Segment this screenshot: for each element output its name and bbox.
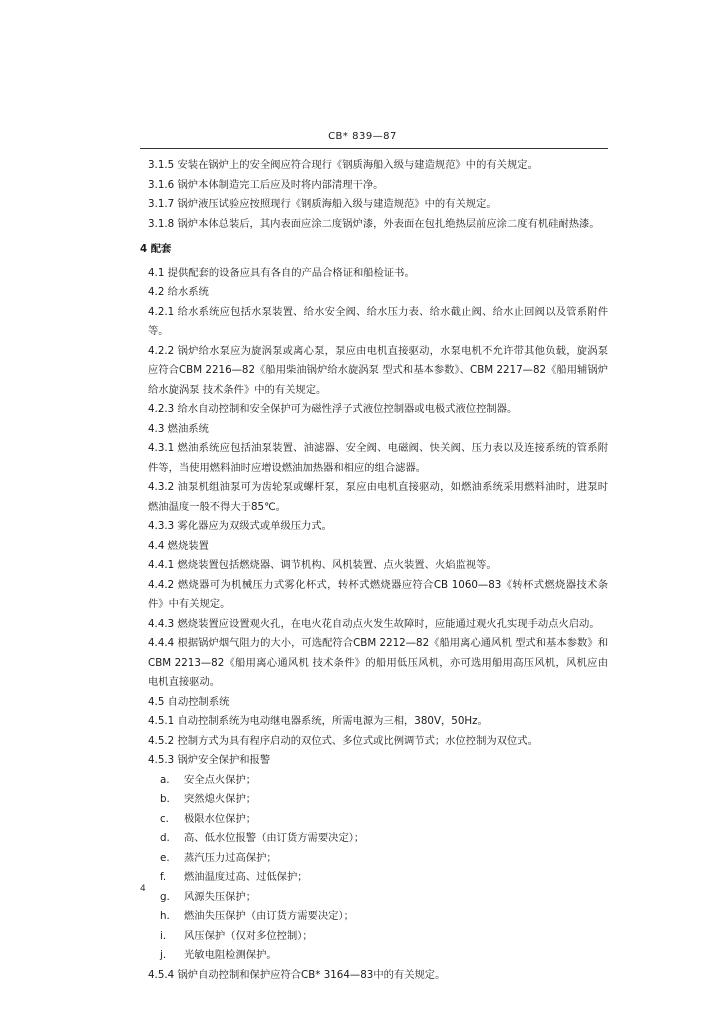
- clause-3-1-5: 3.1.5 安装在锅炉上的安全阀应符合现行《钢质海船入级与建造规范》中的有关规定。: [148, 159, 538, 171]
- list-item: [140, 927, 608, 947]
- standard-code-header: CB* 839—87: [328, 131, 397, 142]
- list-item-mark: e.: [160, 851, 170, 864]
- list-item-mark: a.: [160, 773, 170, 786]
- section-4-heading: 4 配套: [140, 243, 172, 255]
- clause-4-1: 4.1 提供配套的设备应具有各自的产品合格证和船检证书。: [148, 266, 415, 279]
- clause-4-4-4: 4.4.4 根据锅炉烟气阻力的大小，可选配符合CBM 2212—82《船用离心通风机 型式和基本参数》和CBM 2213—82《船用离心通风机 技术条件》的船用低压风机，亦可选用船用高压风机，风机应由电机直接驱动。: [148, 637, 608, 688]
- list-item-text: 风压保护（仅对多位控制）；: [184, 929, 313, 942]
- clause-4-5: 4.5 自动控制系统: [148, 695, 230, 708]
- clause-3-1-8: 3.1.8 锅炉本体总装后，其内表面应涂二度锅炉漆，外表面在包扎绝热层前应涂二度有机硅耐热漆。: [148, 217, 600, 230]
- protection-list: [140, 771, 608, 966]
- list-item-mark: h.: [160, 910, 170, 922]
- clause-4-2: 4.2 给水系统: [148, 286, 209, 298]
- clause-4-5-3: 4.5.3 锅炉安全保护和报警: [148, 754, 271, 766]
- clause-4-5-2: 4.5.2 控制方式为具有程序启动的双位式、多位式或比例调节式；水位控制为双位式。: [148, 734, 538, 747]
- clause-4-3-3: 4.3.3 雾化器应为双级式或单级压力式。: [148, 520, 332, 532]
- list-item: [140, 771, 608, 791]
- clause-4-4-3: 4.4.3 燃烧装置应设置观火孔，在电火花自动点火发生故障时，应能通过观火孔实现手动点火启动。: [148, 617, 600, 630]
- clause-4-3-2: 4.3.2 油泵机组油泵可为齿轮泵或螺杆泵，泵应由电机直接驱动，如燃油系统采用燃料油时，进泵时燃油温度一般不得大于85℃。: [148, 481, 608, 513]
- clause-4-4-1: 4.4.1 燃烧装置包括燃烧器、调节机构、风机装置、点火装置、火焰监视等。: [148, 559, 497, 571]
- list-item-text: 燃油失压保护（由订货方需要决定）；: [184, 910, 354, 922]
- list-item: [140, 829, 608, 849]
- list-item: [140, 790, 608, 810]
- clause-4-2-1: 4.2.1 给水系统应包括水泵装置、给水安全阀、给水压力表、给水截止阀、给水止回阀以及管系附件等。: [148, 305, 608, 337]
- list-item-text: 突然熄火保护；: [184, 793, 257, 805]
- list-item-mark: b.: [160, 793, 170, 805]
- list-item: [140, 868, 608, 888]
- list-item: [140, 888, 608, 908]
- clause-3-1-6: 3.1.6 锅炉本体制造完工后应及时将内部清理干净。: [148, 178, 384, 191]
- clause-4-2-3: 4.2.3 给水自动控制和安全保护可为磁性浮子式液位控制器或电极式液位控制器。: [148, 403, 518, 415]
- page-number: 4: [140, 884, 146, 894]
- list-item-text: 高、低水位报警（由订货方需要决定）；: [184, 832, 365, 844]
- list-item-text: 燃油温度过高、过低保护；: [184, 871, 308, 883]
- clause-3-1-7: 3.1.7 锅炉液压试验应按照现行《钢质海船入级与建造规范》中的有关规定。: [148, 198, 497, 210]
- list-item-mark: c.: [160, 812, 169, 825]
- list-item-mark: f.: [160, 871, 167, 883]
- list-item-mark: i.: [160, 929, 167, 942]
- list-item-mark: d.: [160, 832, 170, 844]
- clause-4-5-1: 4.5.1 自动控制系统为电动继电器系统，所需电源为三相，380V，50Hz。: [148, 715, 488, 727]
- list-item: [140, 907, 608, 927]
- clause-4-4: 4.4 燃烧装置: [148, 539, 209, 552]
- list-item-text: 风源失压保护；: [184, 890, 257, 903]
- document-body: [140, 156, 608, 985]
- list-item: [140, 849, 608, 869]
- list-item: [140, 810, 608, 830]
- list-item: [140, 946, 608, 966]
- list-item-text: 蒸汽压力过高保护；: [184, 851, 277, 864]
- list-item-mark: j.: [160, 949, 167, 961]
- clause-4-2-2: 4.2.2 锅炉给水泵应为旋涡泵或离心泵，泵应由电机直接驱动，水泵电机不允许带其他负载，旋涡泵应符合CBM 2216—82《船用柴油锅炉给水旋涡泵 型式和基本参数》、CBM 2217—82《船用辅锅炉给水旋涡泵 技术条件》中的有关规定。: [148, 344, 608, 396]
- clause-4-4-2: 4.4.2 燃烧器可为机械压力式雾化杯式，转杯式燃烧器应符合CB 1060—83《转杯式燃烧器技术条件》中有关规定。: [148, 578, 608, 610]
- clause-4-5-4: 4.5.4 锅炉自动控制和保护应符合CB* 3164—83中的有关规定。: [148, 968, 446, 981]
- clause-4-3: 4.3 燃油系统: [148, 422, 209, 435]
- list-item-text: 安全点火保护；: [184, 773, 257, 786]
- header-rule: [140, 148, 608, 149]
- list-item-text: 极限水位保护；: [184, 812, 257, 825]
- list-item-mark: g.: [160, 890, 170, 903]
- list-item-text: 光敏电阻检测保护。: [184, 949, 277, 961]
- clause-4-3-1: 4.3.1 燃油系统应包括油泵装置、油滤器、安全阀、电磁阀、快关阀、压力表以及连接系统的管系附件等，当使用燃料油时应增设燃油加热器和相应的组合滤器。: [148, 442, 608, 474]
